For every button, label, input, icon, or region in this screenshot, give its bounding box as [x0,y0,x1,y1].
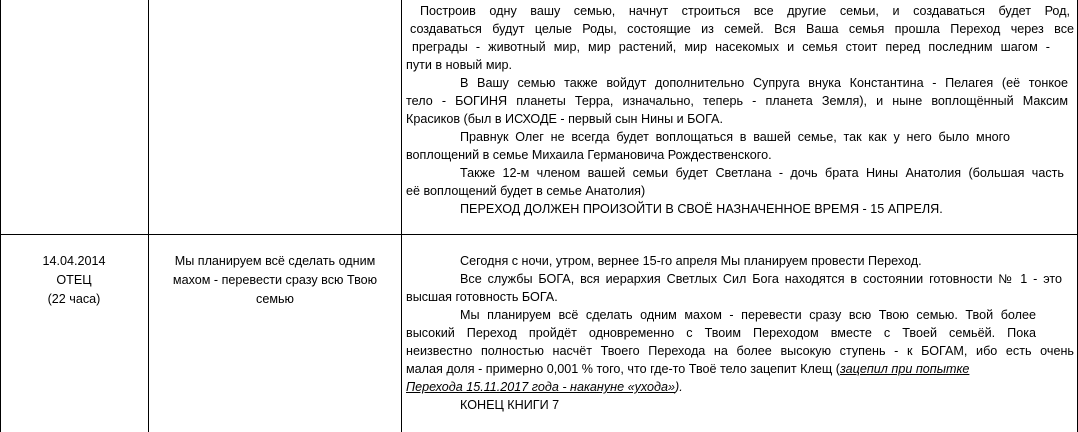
text-line: Сегодня с ночи, утром, вернее 15-го апреля Мы планируем провести Переход. [460,254,922,268]
table-column-divider-2 [401,0,402,432]
table-column-divider-1 [148,0,149,432]
row1-paragraph-3 [406,128,1076,164]
text-line: Красиков (был в ИСХОДЕ - первый сын Нины и БОГА. [406,112,723,126]
text-line: неизвестно полностью насчёт Твоего Перехода на более высокую ступень - к БОГАМ, ибо есть очень [406,344,1074,358]
text-line: тело - БОГИНЯ планеты Терра, изначально, теперь - планета Земля), и ныне воплощённый Максим [406,94,1068,108]
summary-cell [150,252,400,309]
italic-underlined-note: зацепил при попытке [839,362,970,376]
table-row-divider [0,234,1078,235]
date-cell [0,252,148,309]
text-line: Правнук Олег не всегда будет воплощаться в вашей семье, так как у него было много [460,130,1010,144]
row2-paragraph-2 [406,270,1076,306]
text-line: Мы планируем всё сделать одним махом - перевести сразу всю Твою семью. Твой более [460,308,1036,322]
summary-line: семью [256,292,294,306]
text-line: высокий Переход пройдёт одновременно с Твоим Переходом вместе с Твоей семьёй. Пока [406,326,1036,340]
text-line: В Вашу семью также войдут дополнительно Супруга внука Константина - Пелагея (её тонкое [460,76,1068,90]
row2-paragraph-1 [406,252,1076,270]
text-line: пути в новый мир. [406,58,513,72]
text-line: малая доля - примерно 0,001 % того, что где-то Твоё тело зацепит Клещ (зацепил при попытке [406,362,970,376]
closing-punctuation: ). [675,380,683,394]
text-line: высшая готовность БОГА. [406,290,558,304]
text-line: Также 12-м членом вашей семьи будет Светлана - дочь брата Нины Анатолия (большая часть [460,166,1064,180]
end-of-book-line: КОНЕЦ КНИГИ 7 [460,398,560,412]
row1-paragraph-5 [406,200,1076,218]
text-line: воплощений в семье Михаила Германовича Рождественского. [406,148,772,162]
row2-paragraph-3 [406,306,1076,414]
date-line: 14.04.2014 [42,254,106,268]
text-line: ПЕРЕХОД ДОЛЖЕН ПРОИЗОЙТИ В СВОЁ НАЗНАЧЕННОЕ ВРЕМЯ - 15 АПРЕЛЯ. [460,202,943,216]
time-line: (22 часа) [47,292,101,306]
row1-paragraph-2 [406,74,1076,128]
text-line: преграды - животный мир, мир растений, мир насекомых и семья стоит перед последним шагом - [412,40,1050,54]
author-line: ОТЕЦ [56,273,92,287]
text-line [406,378,1076,396]
text-line: Построив одну вашу семью, начнут строиться все другие семьи, и создаваться будет Род, [420,4,1070,18]
text-line: её воплощений будет в семье Анатолия) [406,184,646,198]
summary-line: Мы планируем всё сделать одним [174,254,376,268]
summary-line: махом - перевести сразу всю Твою [172,273,378,287]
text-line: создаваться будут целые Роды, состоящие из семей. Вся Ваша семья прошла Переход через все [410,22,1074,36]
row1-paragraph-4 [406,164,1076,200]
row1-paragraph-1 [406,2,1076,74]
italic-underlined-note: Перехода 15.11.2017 года - накануне «ухода» [406,380,676,394]
table-border-left [0,0,1,432]
text-line: Все службы БОГА, вся иерархия Светлых Сил Бога находятся в состоянии готовности № 1 - это [460,272,1062,286]
